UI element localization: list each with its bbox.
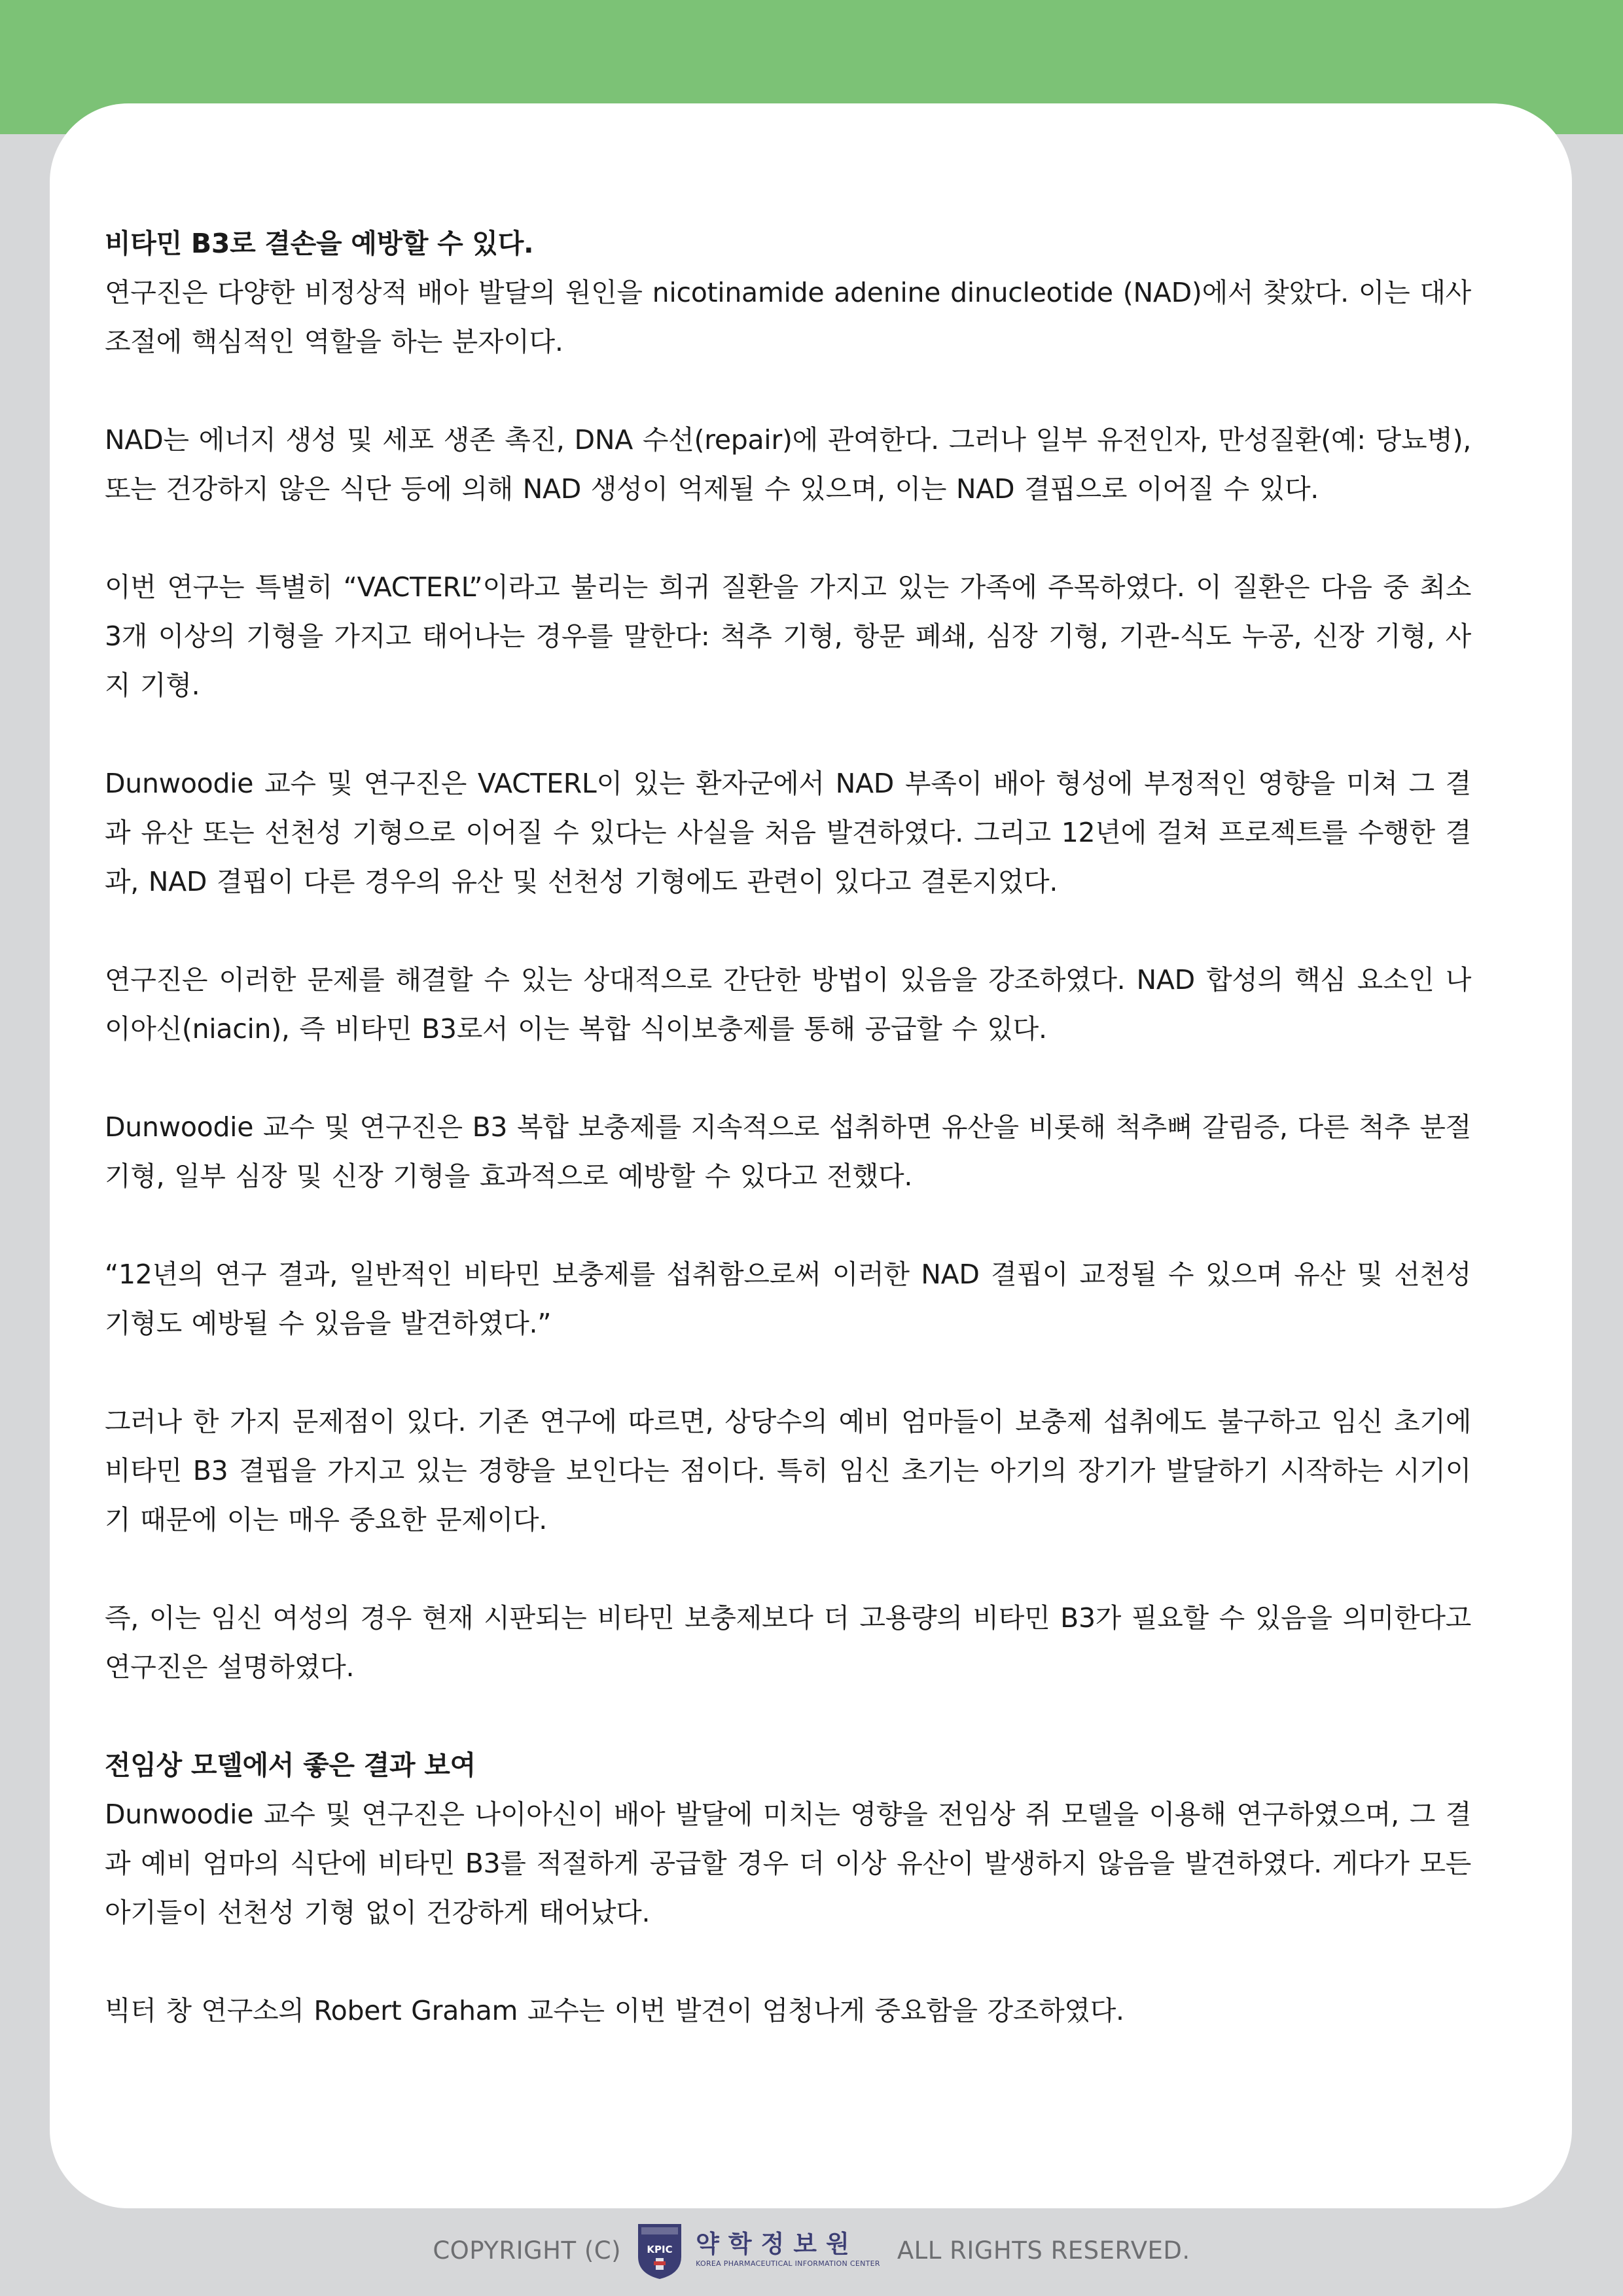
kpic-logo bbox=[635, 2220, 880, 2280]
section-heading-preclinical: 전임상 모델에서 좋은 결과 보여 bbox=[105, 1749, 476, 1781]
paragraph-dunwoodie-finding: Dunwoodie 교수 및 연구진은 VACTERL이 있는 환자군에서 NAD 부족이 배아 형성에 부정적인 영향을 미쳐 그 결과 유산 또는 선천성 기형으로 이어질 수 있다는 사실을 처음 발견하였다. 그리고 12년에 걸쳐 프로젝트를 수행한 결과, NAD 결핍이 다른 경우의 유산 및 선천성 기형에도 관련이 있다고 결론지었다. bbox=[105, 768, 1471, 897]
paragraph-graham: 빅터 창 연구소의 Robert Graham 교수는 이번 발견이 엄청나게 중요함을 강조하였다. bbox=[105, 1995, 1124, 2026]
paragraph-problem: 그러나 한 가지 문제점이 있다. 기존 연구에 따르면, 상당수의 예비 엄마들이 보충제 섭취에도 불구하고 임신 초기에 비타민 B3 결핍을 가지고 있는 경향을 보인다는 점이다. 특히 임신 초기는 아기의 장기가 발달하기 시작하는 시기이기 때문에 이는 매우 중요한 문제이다. bbox=[105, 1406, 1471, 1535]
copyright-left: COPYRIGHT (C) bbox=[433, 2236, 622, 2265]
paragraph-vacterl: 이번 연구는 특별히 “VACTERL”이라고 불리는 희귀 질환을 가지고 있는 가족에 주목하였다. 이 질환은 다음 중 최소 3개 이상의 기형을 가지고 태어나는 경우를 말한다: 척추 기형, 항문 폐쇄, 심장 기형, 기관-식도 누공, 신장 기형, 사지 기형. bbox=[105, 571, 1471, 701]
footer bbox=[0, 2224, 1623, 2276]
paragraph-high-dose: 즉, 이는 임신 여성의 경우 현재 시판되는 비타민 보충제보다 더 고용량의 비타민 B3가 필요할 수 있음을 의미한다고 연구진은 설명하였다. bbox=[105, 1602, 1471, 1683]
copyright-right: ALL RIGHTS RESERVED. bbox=[897, 2236, 1190, 2265]
paragraph-quote: “12년의 연구 결과, 일반적인 비타민 보충제를 섭취함으로써 이러한 NAD 결핍이 교정될 수 있으며 유산 및 선천성 기형도 예방될 수 있음을 발견하였다.” bbox=[105, 1259, 1471, 1339]
paragraph-nad-function: NAD는 에너지 생성 및 세포 생존 촉진, DNA 수선(repair)에 관여한다. 그러나 일부 유전인자, 만성질환(예: 당뇨병), 또는 건강하지 않은 식단 등에 의해 NAD 생성이 억제될 수 있으며, 이는 NAD 결핍으로 이어질 수 있다. bbox=[105, 424, 1471, 505]
logo-english-name: KOREA PHARMACEUTICAL INFORMATION CENTER bbox=[696, 2259, 880, 2268]
paragraph-mouse-model: Dunwoodie 교수 및 연구진은 나이아신이 배아 발달에 미치는 영향을 전임상 쥐 모델을 이용해 연구하였으며, 그 결과 예비 엄마의 식단에 비타민 B3를 적절하게 공급할 경우 더 이상 유산이 발생하지 않음을 발견하였다. 게다가 모든 아기들이 선천성 기형 없이 건강하게 태어났다. bbox=[105, 1799, 1471, 1928]
paragraph-niacin: 연구진은 이러한 문제를 해결할 수 있는 상대적으로 간단한 방법이 있음을 강조하였다. NAD 합성의 핵심 요소인 나이아신(niacin), 즉 비타민 B3로서 이는 복합 식이보충제를 통해 공급할 수 있다. bbox=[105, 964, 1471, 1045]
kpic-badge-text: KPIC bbox=[647, 2244, 673, 2255]
article-body bbox=[105, 219, 1471, 2036]
paragraph-nad-cause: 연구진은 다양한 비정상적 배아 발달의 원인을 nicotinamide adenine dinucleotide (NAD)에서 찾았다. 이는 대사 조절에 핵심적인 역할을 하는 분자이다. bbox=[105, 277, 1471, 357]
section-heading-b3: 비타민 B3로 결손을 예방할 수 있다. bbox=[105, 228, 534, 259]
paragraph-supplement-effect: Dunwoodie 교수 및 연구진은 B3 복합 보충제를 지속적으로 섭취하면 유산을 비롯해 척추뼈 갈림증, 다른 척추 분절 기형, 일부 심장 및 신장 기형을 효과적으로 예방할 수 있다고 전했다. bbox=[105, 1111, 1471, 1192]
logo-korean-name: 약학정보원 bbox=[696, 2230, 859, 2258]
kpic-emblem-icon bbox=[635, 2220, 684, 2280]
